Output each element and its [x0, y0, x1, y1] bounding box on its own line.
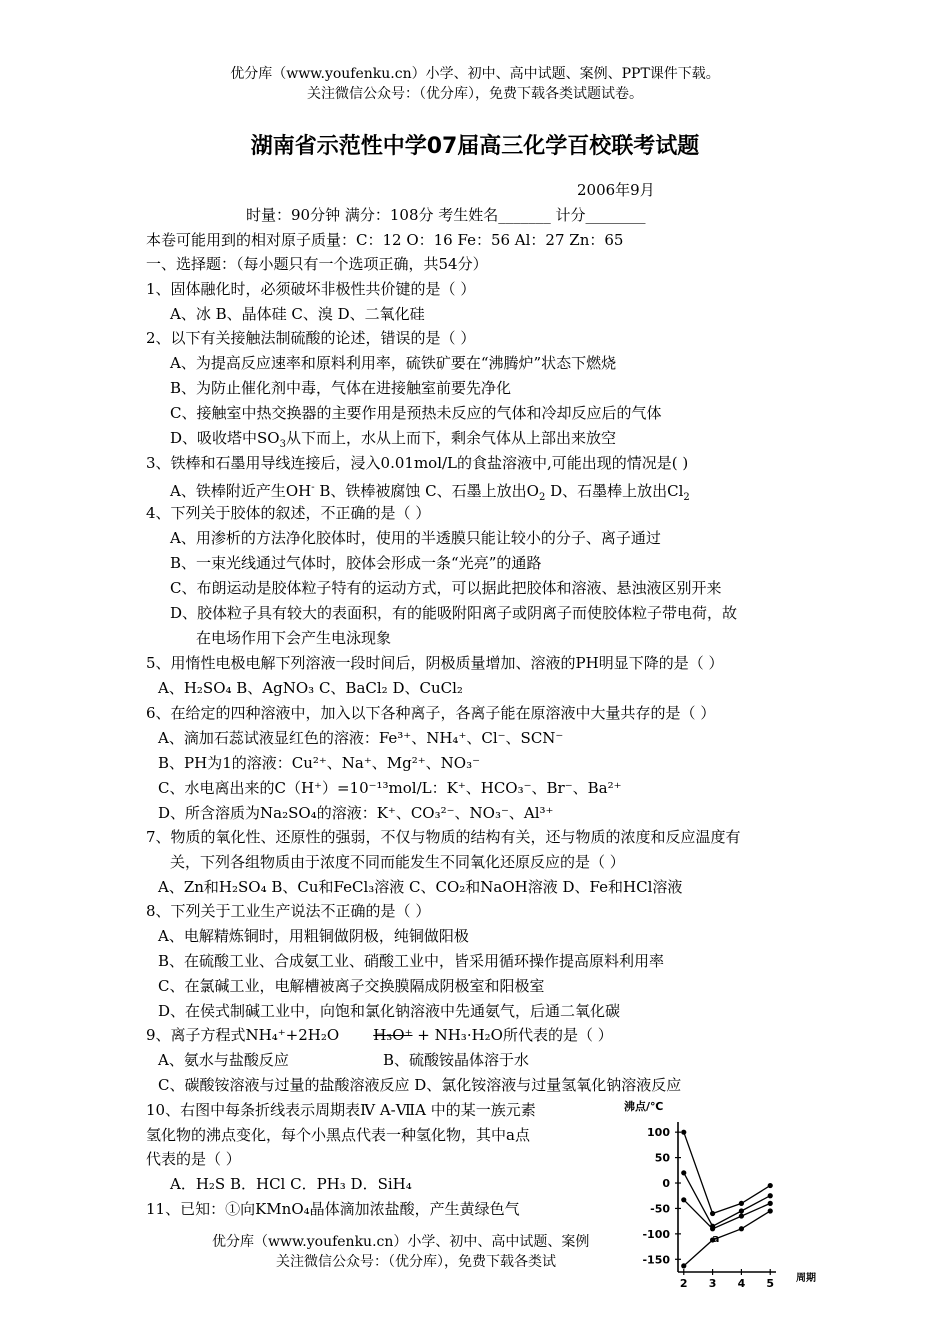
chart-x-tick-label: 4 — [737, 1277, 746, 1290]
chart-y-tick-label: -150 — [642, 1253, 670, 1267]
section-heading: 一、选择题：（每小题只有一个选项正确，共54分） — [146, 255, 488, 273]
chart-data-point — [681, 1263, 686, 1268]
q10-line-1: 10、右图中每条折线表示周期表Ⅳ A-ⅦA 中的某一族元素 — [146, 1101, 536, 1119]
chart-x-tick-label: 2 — [679, 1277, 688, 1290]
q4-option-b: B、一束光线通过气体时，胶体会形成一条“光亮”的通路 — [170, 554, 542, 572]
q9-stem: 9、离子方程式NH₄⁺+2H₂O H₃O⁺ + NH₃·H₂O所代表的是（ ） — [146, 1026, 613, 1044]
q6-option-c: C、水电离出来的C（H⁺）=10⁻¹³mol/L：K⁺、HCO₃⁻、Br⁻、Ba²⁺ — [158, 779, 622, 797]
chart-data-point — [739, 1208, 744, 1213]
chart-data-point — [681, 1130, 686, 1135]
q1-stem: 1、固体融化时，必须破坏非极性共价键的是（ ） — [146, 280, 476, 298]
q8-option-d: D、在侯式制碱工业中，向饱和氯化钠溶液中先通氨气，后通二氧化碳 — [158, 1002, 621, 1020]
q6-option-b: B、PH为1的溶液：Cu²⁺、Na⁺、Mg²⁺、NO₃⁻ — [158, 754, 481, 772]
chart-x-tick-label: 3 — [708, 1277, 717, 1290]
q8-option-a: A、电解精炼铜时，用粗铜做阴极，纯铜做阳极 — [158, 927, 469, 945]
page-title: 湖南省示范性中学07届高三化学百校联考试题 — [250, 134, 700, 159]
q8-stem: 8、下列关于工业生产说法不正确的是（ ） — [146, 902, 431, 920]
chart-data-point — [739, 1201, 744, 1206]
chart-series-line-2 — [684, 1173, 770, 1226]
q4-option-c: C、布朗运动是胶体粒子特有的运动方式，可以据此把胶体和溶液、悬浊液区别开来 — [170, 579, 722, 597]
q4-option-d-2: 在电场作用下会产生电泳现象 — [196, 629, 392, 647]
chart-data-point — [768, 1201, 773, 1206]
q4-option-d-1: D、胶体粒子具有较大的表面积，有的能吸附阳离子或阴离子而使胶体粒子带电荷，故 — [170, 604, 738, 622]
q1-options: A、冰 B、晶体硅 C、溴 D、二氧化硅 — [170, 305, 425, 323]
header-line-1: 优分库（www.youfenku.cn）小学、初中、高中试题、案例、PPT课件下载。 — [230, 66, 720, 82]
chart-x-tick-label: 5 — [766, 1277, 775, 1290]
chart-y-tick-label: -50 — [650, 1202, 670, 1216]
q4-option-a: A、用渗析的方法净化胶体时，使用的半透膜只能让较小的分子、离子通过 — [170, 529, 661, 547]
chart-y-tick-label: 100 — [647, 1126, 670, 1140]
atomic-mass: 本卷可能用到的相对原子质量：C：12 O：16 Fe：56 Al：27 Zn：65 — [146, 231, 624, 249]
q9-option-a: A、氨水与盐酸反应 — [158, 1051, 289, 1069]
chart-data-point — [710, 1211, 715, 1216]
q9-options-cd: C、碳酸铵溶液与过量的盐酸溶液反应 D、氯化铵溶液与过量氢氧化钠溶液反应 — [158, 1076, 682, 1094]
q2-option-a: A、为提高反应速率和原料利用率，硫铁矿要在“沸腾炉”状态下燃烧 — [170, 354, 617, 372]
q4-stem: 4、下列关于胶体的叙述，不正确的是（ ） — [146, 504, 431, 522]
chart-data-point — [768, 1193, 773, 1198]
q3-options: A、铁棒附近产生OH- B、铁棒被腐蚀 C、石墨上放出$O_2$ D、石墨棒上放出$Cl_2$ — [170, 482, 690, 503]
header-line-2: 关注微信公众号：（优分库），免费下载各类试题试卷。 — [307, 86, 643, 102]
q5-options: A、H₂SO₄ B、AgNO₃ C、BaCl₂ D、CuCl₂ — [158, 679, 463, 697]
q9-option-b: B、硫酸铵晶体溶于水 — [383, 1051, 530, 1069]
chart-series-line-3 — [684, 1200, 770, 1229]
q7-stem-2: 关，下列各组物质由于浓度不同而能发生不同氧化还原反应的是（ ） — [170, 853, 625, 871]
q6-option-d: D、所含溶质为Na₂SO₄的溶液：K⁺、CO₃²⁻、NO₃⁻、Al³⁺ — [158, 804, 554, 822]
q2-option-d: D、吸收塔中$SO_3$从下而上，水从上而下，剩余气体从上部出来放空 — [170, 429, 616, 450]
q3-stem: 3、铁棒和石墨用导线连接后，浸入0.01mol/L的食盐溶液中,可能出现的情况是( ) — [146, 454, 689, 472]
footer-line-1: 优分库（www.youfenku.cn）小学、初中、高中试题、案例 — [212, 1234, 590, 1250]
chart-data-point — [710, 1226, 715, 1231]
exam-meta: 时量：90分钟 满分：108分 考生姓名_______ 计分________ — [246, 206, 646, 224]
q2-option-c: C、接触室中热交换器的主要作用是预热未反应的气体和冷却反应后的气体 — [170, 404, 662, 422]
q10-options: A．H₂S B．HCl C．PH₃ D．SiH₄ — [170, 1175, 412, 1193]
chart-data-point — [681, 1170, 686, 1175]
q10-line-2: 氢化物的沸点变化，每个小黑点代表一种氢化物，其中a点 — [146, 1126, 530, 1144]
q8-option-c: C、在氯碱工业，电解槽被离子交换膜隔成阴极室和阳极室 — [158, 977, 545, 995]
chart-data-point — [739, 1226, 744, 1231]
boiling-point-chart — [600, 1096, 820, 1296]
chart-y-tick-label: -100 — [642, 1227, 670, 1241]
chart-y-tick-label: 50 — [654, 1151, 670, 1165]
q7-stem-1: 7、物质的氧化性、还原性的强弱，不仅与物质的结构有关，还与物质的浓度和反应温度有 — [146, 828, 741, 846]
q5-stem: 5、用惰性电极电解下列溶液一段时间后，阴极质量增加、溶液的PH明显下降的是（ ） — [146, 654, 724, 672]
chart-data-point — [768, 1208, 773, 1213]
chart-data-point — [768, 1183, 773, 1188]
q2-stem: 2、以下有关接触法制硫酸的论述，错误的是（ ） — [146, 329, 476, 347]
chart-data-point — [739, 1213, 744, 1218]
q10-line-3: 代表的是（ ） — [146, 1150, 241, 1168]
q2-option-b: B、为防止催化剂中毒，气体在进接触室前要先净化 — [170, 379, 512, 397]
q11-line-1: 11、已知：①向KMnO₄晶体滴加浓盐酸，产生黄绿色气 — [146, 1200, 520, 1218]
chart-x-label: 周期 — [796, 1273, 816, 1284]
q6-option-a: A、滴加石蕊试液显红色的溶液：Fe³⁺、NH₄⁺、Cl⁻、SCN⁻ — [158, 729, 564, 747]
chart-y-tick-label: 0 — [662, 1177, 670, 1191]
chart-annotation-a: a — [712, 1232, 720, 1245]
q8-option-b: B、在硫酸工业、合成氨工业、硝酸工业中，皆采用循环操作提高原料利用率 — [158, 952, 665, 970]
chart-series-line-1 — [684, 1132, 770, 1213]
footer-line-2: 关注微信公众号：（优分库），免费下载各类试 — [276, 1254, 556, 1270]
chart-data-point — [681, 1197, 686, 1202]
q7-options: A、Zn和H₂SO₄ B、Cu和FeCl₃溶液 C、CO₂和NaOH溶液 D、Fe和HCl溶液 — [158, 878, 683, 896]
q6-stem: 6、在给定的四种溶液中，加入以下各种离子，各离子能在原溶液中大量共存的是（ ） — [146, 704, 716, 722]
exam-date: 2006年9月 — [577, 181, 655, 199]
chart-y-label: 沸点/℃ — [624, 1100, 664, 1113]
